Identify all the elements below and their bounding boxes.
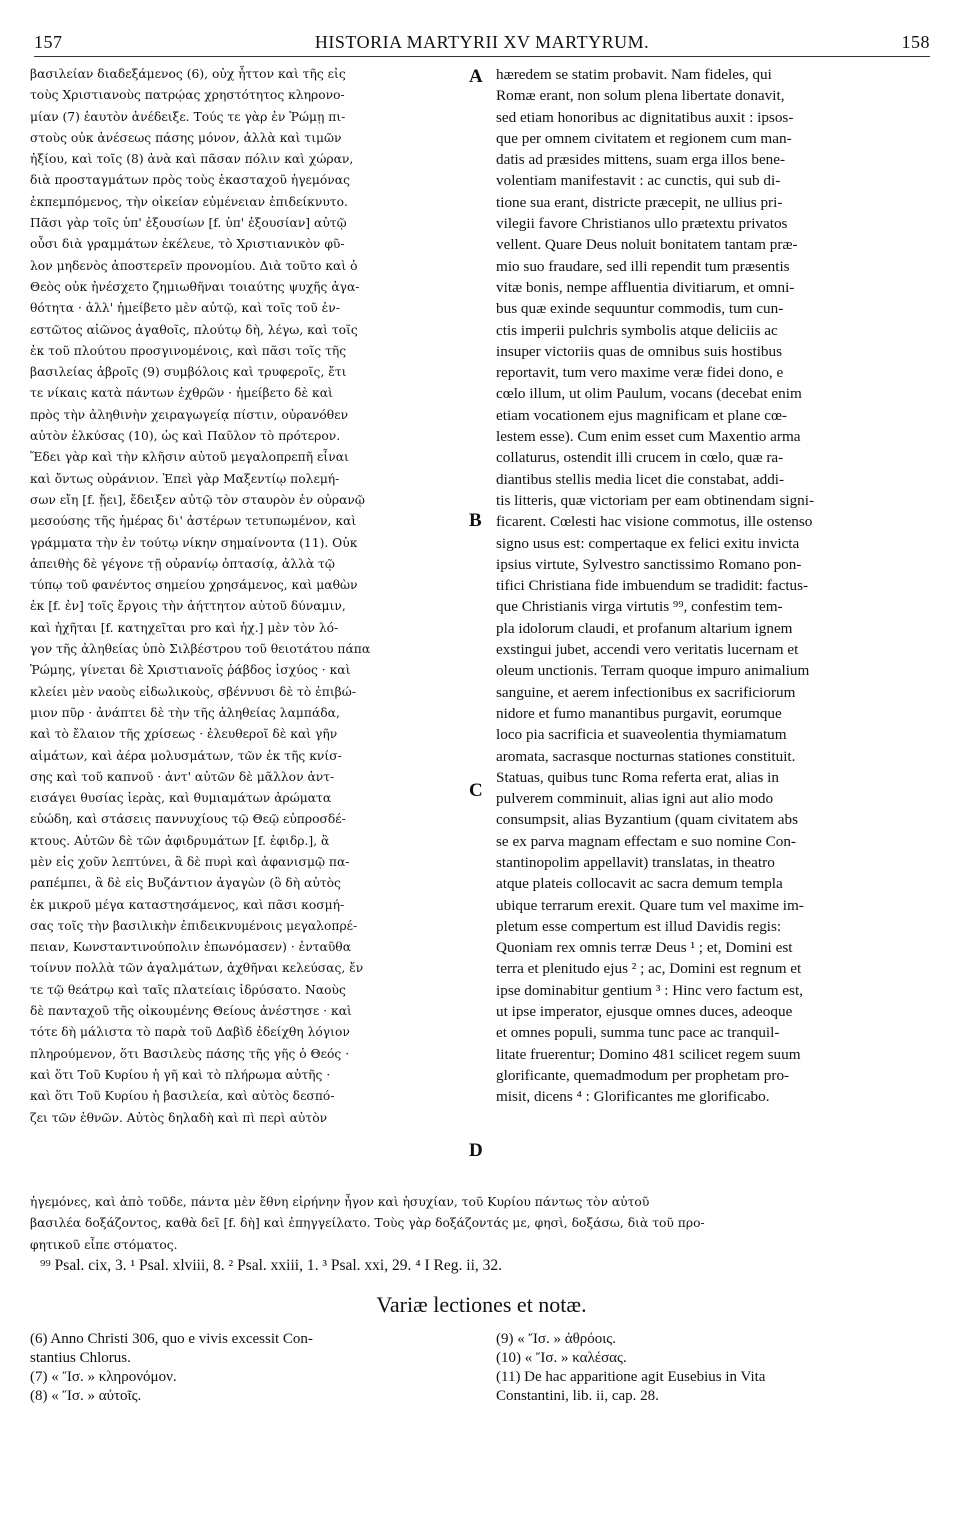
latin-text-line: hæredem se statim probavit. Nam fideles, qui bbox=[496, 66, 772, 83]
greek-text-line: τοὺς Χριστιανοὺς πατρῴας χρηστότητος κληρονο- bbox=[30, 88, 345, 103]
note-line: (7) « Ἴσ. » κληρονόμον. bbox=[30, 1369, 177, 1385]
greek-text-line: καὶ ὄντως οὐράνιον. Ἐπεὶ γὰρ Μαξεντίῳ πολεμή- bbox=[30, 471, 340, 486]
note-line: (11) De hac apparitione agit Eusebius in Vita bbox=[496, 1369, 766, 1385]
greek-text-line: καὶ ὅτι Τοῦ Κυρίου ἡ βασιλεία, καὶ αὐτὸς δεσπό- bbox=[30, 1089, 335, 1104]
greek-text-line: τότε δὴ μάλιστα τὸ παρὰ τοῦ Δαβὶδ ἐδείχθη λόγιον bbox=[30, 1025, 350, 1040]
greek-text-line: Ῥώμης, γίνεται δὲ Χριστιανοῖς ῥάβδος ἰσχύος · καὶ bbox=[30, 663, 351, 678]
latin-text-line: aromata, sacrasque nocturnas stationes constituit. bbox=[496, 747, 796, 765]
latin-text-line: ipse dominabitur gentium ³ : Hinc vero factum est, bbox=[496, 981, 803, 999]
greek-text-line: σων εἴη [f. ᾔει], ἔδειξεν αὐτῷ τὸν σταυρὸν ἐν οὐρανῷ bbox=[30, 492, 365, 507]
greek-text-line: τύπῳ τοῦ φανέντος σημείου χρησάμενος, καὶ μαθὼν bbox=[30, 578, 358, 593]
section-marker-c: C bbox=[469, 780, 483, 801]
section-marker-b: B bbox=[469, 510, 482, 531]
latin-text-line: mio suo fraudare, sed illi rependit tum præsentis bbox=[496, 257, 790, 275]
latin-text-line: sed etiam honoribus ac dignitatibus auxit : ipsos- bbox=[496, 108, 794, 126]
greek-text-line: διὰ προσταγμάτων πρὸς τοὺς ἑκασταχοῦ ἡγεμόνας bbox=[30, 173, 350, 188]
latin-text-line: stantinopolim appellavit) translatas, in theatro bbox=[496, 853, 775, 871]
greek-text-line: γράμματα τὴν ἐν τούτῳ νίκην σημαίνοντα (11). Οὐκ bbox=[30, 535, 358, 550]
greek-text-line: ἐκ τοῦ πλούτου προσγινομένοις, καὶ πᾶσι τοῖς τῆς bbox=[30, 343, 347, 358]
greek-text-line: καὶ ὅτι Τοῦ Κυρίου ἡ γῆ καὶ τὸ πλήρωμα αὐτῆς · bbox=[30, 1067, 331, 1082]
latin-text-line: ut ipse imperator, ejusque omnes duces, adeoque bbox=[496, 1003, 793, 1021]
greek-text-line: οὖσι διὰ γραμμάτων ἐκέλευε, τὸ Χριστιανικὸν φῦ- bbox=[30, 237, 345, 252]
latin-text-line: insuper victoriis quas de omnibus suis hostibus bbox=[496, 342, 783, 360]
latin-text-line: datis ad præsides mittens, suam erga illos bene- bbox=[496, 151, 786, 169]
latin-text-line: misit, dicens ⁴ : Glorificantes me glorificabo. bbox=[496, 1088, 770, 1106]
greek-text-line: Θεὸς οὐκ ἠνέσχετο ζημιωθῆναι τοιαύτης ψυχῆς ἀγα- bbox=[30, 279, 360, 294]
latin-text-line: tifici Christiana fide imbuendum se tradidit: factus- bbox=[496, 577, 809, 595]
latin-text-line: diantibus stellis media licet die constabat, addi- bbox=[496, 470, 785, 488]
latin-text-line: sanguine, et aerem infectionibus ex sacrificiorum bbox=[496, 683, 796, 701]
greek-text-line: μεσούσης τῆς ἡμέρας δι' ἀστέρων τετυπωμένον, καὶ bbox=[30, 514, 357, 529]
greek-text-line: τε τῷ θεάτρῳ καὶ ταῖς πλατείαις ἱδρύσατο. Ναοὺς bbox=[30, 982, 346, 997]
latin-text-line: que Christianis virga virtutis ⁹⁹, confestim tem- bbox=[496, 598, 783, 616]
greek-text-line: κτους. Αὐτῶν δὲ τῶν ἀφιδρυμάτων [f. ἐφιδρ.], ἃ bbox=[30, 833, 330, 848]
latin-column bbox=[496, 64, 930, 1108]
notes-right-column bbox=[496, 1330, 930, 1406]
latin-text-line: volentiam manifestavit : ac cunctis, qui sub di- bbox=[496, 172, 781, 190]
greek-text-line: τοίνυν πολλὰ τῶν ἀγαλμάτων, ἀχθῆναι κελεύσας, ἔν bbox=[30, 961, 364, 976]
greek-text-line: αὐτὸν ἑλκύσας (10), ὡς καὶ Παῦλον τὸ πρότερον. bbox=[30, 429, 341, 444]
greek-text-line: μὲν εἰς χοῦν λεπτύνει, ἃ δὲ πυρὶ καὶ ἀφανισμῷ πα- bbox=[30, 854, 350, 869]
greek-text-line: εισάγει θυσίας ἱερὰς, καὶ θυμιαμάτων ἀρώματα bbox=[30, 791, 332, 806]
greek-text-line: ζει τῶν ἐθνῶν. Αὐτὸς δηλαδὴ καὶ πὶ περὶ αὐτὸν bbox=[30, 1110, 328, 1125]
greek-text-line: σας τοῖς τὴν βασιλικὴν ἐπιδεικνυμένοις μεγαλοπρέ- bbox=[30, 918, 358, 933]
running-title: HISTORIA MARTYRII XV MARTYRUM. bbox=[314, 32, 650, 52]
greek-text-line: Πᾶσι γὰρ τοῖς ὑπ' ἐξουσίων [f. ὑπ' ἐξουσίαν] αὐτῷ bbox=[30, 216, 347, 231]
greek-text-line: δὲ πανταχοῦ τῆς οἰκουμένης Θείους ἀνέστησε · καὶ bbox=[30, 1004, 352, 1019]
latin-text-line: ipsius virtute, Sylvestro sanctissimo Romano pon- bbox=[496, 555, 802, 573]
header-rule bbox=[34, 56, 930, 57]
greek-text-line: καὶ τὸ ἔλαιον τῆς χρίσεως · ἐλευθεροῖ δὲ καὶ γῆν bbox=[30, 727, 338, 742]
note-line: (9) « Ἴσ. » ἀθρόοις. bbox=[496, 1331, 616, 1347]
latin-text-line: Quoniam rex omnis terræ Deus ¹ ; et, Domini est bbox=[496, 939, 793, 957]
section-marker-a: A bbox=[469, 66, 483, 87]
greek-text-line: γον τῆς ἀληθείας ὑπὸ Σιλβέστρου τοῦ θειοτάτου πάπα bbox=[30, 642, 371, 657]
latin-text-line: lestem esse). Cum enim esset cum Maxentio arma bbox=[496, 428, 801, 446]
greek-text-line: βασιλείαν διαδεξάμενος (6), οὐχ ἧττον καὶ τῆς εἰς bbox=[30, 67, 346, 81]
greek-text-line: ἐκ μικροῦ μέγα καταστησάμενος, καὶ πᾶσι κοσμή- bbox=[30, 897, 345, 912]
note-line: stantius Chlorus. bbox=[30, 1350, 131, 1366]
latin-text-line: litate fruerentur; Domino 481 scilicet regem suum bbox=[496, 1045, 801, 1063]
greek-text-line: βασιλείας ἁβροῖς (9) συμβόλοις καὶ τρυφεροῖς, ἔτι bbox=[30, 365, 347, 380]
greek-text-line: ἐκπεμπόμενος, τὴν οἰκείαν εὐμένειαν ἐπιδείκνυτο. bbox=[30, 194, 348, 209]
latin-text-line: terra et plenitudo ejus ² ; ac, Domini est regnum et bbox=[496, 960, 802, 978]
greek-text-line: πειαν, Κωνσταντινούπολιν ἐπωνόμασεν) · ἐνταῦθα bbox=[30, 940, 352, 955]
greek-text-line: ἠξίου, καὶ τοῖς (8) ἀνὰ καὶ πᾶσαν πόλιν καὶ χώραν, bbox=[30, 152, 354, 167]
latin-text-line: ctis imperii pulchris symbolis atque deliciis ac bbox=[496, 321, 778, 339]
page-number-right: 158 bbox=[901, 32, 930, 52]
greek-text-line: θότητα · ἀλλ' ἠμείβετο μὲν αὐτῷ, καὶ τοῖς τοῦ ἐν- bbox=[30, 301, 340, 316]
greek-text-line: ἀπειθὴς δὲ γέγονε τῇ οὐρανίῳ ὀπτασίᾳ, ἀλλὰ τῷ bbox=[30, 556, 335, 571]
latin-text-line: exstingui jubet, accendi vero veritatis lucernam et bbox=[496, 641, 799, 659]
latin-text-line: atque plateis collocavit ac sacra demum templa bbox=[496, 875, 783, 893]
greek-text-line: λον μηδενὸς ἀποστερεῖν προνομίου. Διὰ τοῦτο καὶ ὁ bbox=[30, 258, 358, 273]
page-number-left: 157 bbox=[34, 32, 63, 52]
note-line: (6) Anno Christi 306, quo e vivis excessit Con- bbox=[30, 1331, 313, 1347]
greek-text-line: στοὺς οὐκ ἀνέσεως πάσης μόνον, ἀλλὰ καὶ τιμῶν bbox=[30, 130, 342, 145]
latin-text-line: collaturus, ostendit illi crucem in cœlo, quæ ra- bbox=[496, 449, 784, 467]
greek-text-line: πρὸς τὴν ἀληθινὴν χειραγωγείᾳ πίστιν, οὐρανόθεν bbox=[30, 407, 349, 422]
latin-text-line: Romæ erant, non solum plena libertate donavit, bbox=[496, 87, 785, 105]
greek-text-line: Ἔδει γὰρ καὶ τὴν κλῆσιν αὐτοῦ μεγαλοπρεπῆ εἶναι bbox=[30, 450, 349, 465]
note-line: (10) « Ἴσ. » καλέσας. bbox=[496, 1350, 627, 1366]
note-line: (8) « Ἴσ. » αὐτοῖς. bbox=[30, 1388, 142, 1404]
latin-text-line: loco pia sacrificia et suaveolentia thymiamatum bbox=[496, 726, 787, 744]
latin-text-line: tione sua erant, districte præcepit, ne ullius pri- bbox=[496, 193, 783, 211]
latin-text-line: et omnes populi, summa tunc pace ac tranquil- bbox=[496, 1024, 780, 1042]
latin-text-line: vellent. Quare Deus noluit bonitatem tantam præ- bbox=[496, 236, 798, 254]
latin-text-line: ubique terrarum erexit. Quare tum vel maxime im- bbox=[496, 896, 804, 914]
greek-text-line: μίαν (7) ἑαυτὸν ἀνέδειξε. Τούς τε γὰρ ἐν Ῥώμῃ πι- bbox=[30, 109, 346, 124]
latin-text-line: vilegii favore Christianos ullo prætextu privatos bbox=[496, 215, 788, 233]
greek-text-line: πληρούμενον, ὅτι Βασιλεὺς πάσης τῆς γῆς ὁ Θεός · bbox=[30, 1046, 350, 1061]
greek-text-line: ραπέμπει, ἃ δὲ εἰς Βυζάντιον ἀγαγὼν (ὃ δὴ αὐτὸς bbox=[30, 876, 341, 891]
notes-left-column bbox=[30, 1330, 460, 1406]
running-header bbox=[34, 32, 930, 58]
greek-text-line: τε νίκαις κατὰ πάντων ἐχθρῶν · ἠμείβετο δὲ καὶ bbox=[30, 386, 333, 401]
latin-text-line: reportavit, tum vero maxime veræ fidei dono, e bbox=[496, 364, 784, 382]
greek-text-line: βασιλέα δοξάζοντος, καθὰ δεῖ [f. δὴ] καὶ ἐπηγγείλατο. Τοὺς γὰρ δοξάζοντάς με, φησὶ, δοξάσω, διὰ τοῦ προ- bbox=[30, 1216, 705, 1231]
latin-text-line: consumpsit, alias Byzantium (quam civitatem abs bbox=[496, 811, 798, 829]
notes-title: Variæ lectiones et notæ. bbox=[376, 1292, 587, 1317]
greek-text-line: καὶ ἠχῆται [f. κατηχεῖται pro καὶ ἠχ.] μὲν τὸν λό- bbox=[30, 620, 339, 635]
latin-text-line: pla idolorum claudi, et profanum altarium ignem bbox=[496, 619, 793, 637]
latin-text-line: vitæ bonis, nempe affluentia divitiarum, et omni- bbox=[496, 278, 795, 296]
greek-text-line: εὐώδη, καὶ στάσεις παννυχίους τῷ Θεῷ εὐπροσδέ- bbox=[30, 812, 346, 827]
latin-text-line: nidore et fumo manantibus purgavit, eorumque bbox=[496, 704, 782, 722]
greek-text-line: μιον πῦρ · ἀνάπτει δὲ τὴν τῆς ἀληθείας λαμπάδα, bbox=[30, 705, 340, 720]
latin-text-line: pulverem comminuit, alias igni aut alio modo bbox=[496, 790, 774, 808]
greek-text-line: φητικοῦ εἶπε στόματος. bbox=[30, 1237, 178, 1252]
latin-text-line: bus quæ exinde sequuntur commodis, tum cun- bbox=[496, 300, 784, 318]
latin-text-line: etiam vocationem ejus magnificam et plane cœ- bbox=[496, 406, 787, 424]
latin-text-line: cœlo illum, ut olim Paulum, vocans (decebat enim bbox=[496, 385, 802, 403]
latin-text-line: signo usus est: compertaque ex felici exitu invicta bbox=[496, 534, 800, 552]
latin-text-line: que per omnem civitatem et regionem cum man- bbox=[496, 129, 792, 147]
greek-text-line: ἡγεμόνες, καὶ ἀπὸ τοῦδε, πάντα μὲν ἔθνη εἰρήνην ἦγον καὶ ἡσυχίαν, τοῦ Κυρίου πάντως τὸν αὐτοῦ bbox=[30, 1195, 650, 1209]
greek-continuation bbox=[30, 1192, 930, 1256]
latin-text-line: Statuas, quibus tunc Roma referta erat, alias in bbox=[496, 768, 779, 786]
note-line: Constantini, lib. ii, cap. 28. bbox=[496, 1388, 659, 1404]
latin-text-line: glorificante, quemadmodum per prophetam pro- bbox=[496, 1066, 790, 1084]
greek-text-line: εστῶτος αἰῶνος ἀγαθοῖς, πλούτῳ δὴ, λέγω, καὶ τοῖς bbox=[30, 322, 358, 337]
section-marker-d: D bbox=[469, 1140, 483, 1161]
greek-text-line: ἐκ [f. ἐν] τοῖς ἔργοις τὴν ἀήττητον αὐτοῦ δύναμιν, bbox=[30, 599, 346, 614]
greek-text-line: σης καὶ τοῦ καπνοῦ · ἀντ' αὐτῶν δὲ μᾶλλον ἀντ- bbox=[30, 769, 335, 784]
latin-text-line: oleum unctionis. Terram quoque impuro animalium bbox=[496, 662, 810, 680]
latin-text-line: tis litteris, quæ victoriam per eam obtinendam signi- bbox=[496, 491, 815, 509]
latin-text-line: pletum esse compertum est illud Davidis regis: bbox=[496, 917, 782, 935]
greek-column bbox=[30, 64, 467, 1129]
greek-text-line: αἱμάτων, καὶ ἀέρα μολυσμάτων, τῶν ἐκ τῆς κνίσ- bbox=[30, 748, 342, 763]
greek-text-line: κλείει μὲν ναοὺς εἰδωλικοὺς, σβέννυσι δὲ τὸ ἐπιβώ- bbox=[30, 684, 356, 699]
latin-text-line: se ex parva magnam effectam e suo nomine Con- bbox=[496, 832, 796, 850]
scripture-references: ⁹⁹ Psal. cix, 3. ¹ Psal. xlviii, 8. ² Psal. xxiii, 1. ³ Psal. xxi, 29. ⁴ I Reg. ii, 32. bbox=[40, 1257, 503, 1274]
latin-text-line: ficarent. Cœlesti hac visione commotus, ille ostenso bbox=[496, 513, 813, 531]
